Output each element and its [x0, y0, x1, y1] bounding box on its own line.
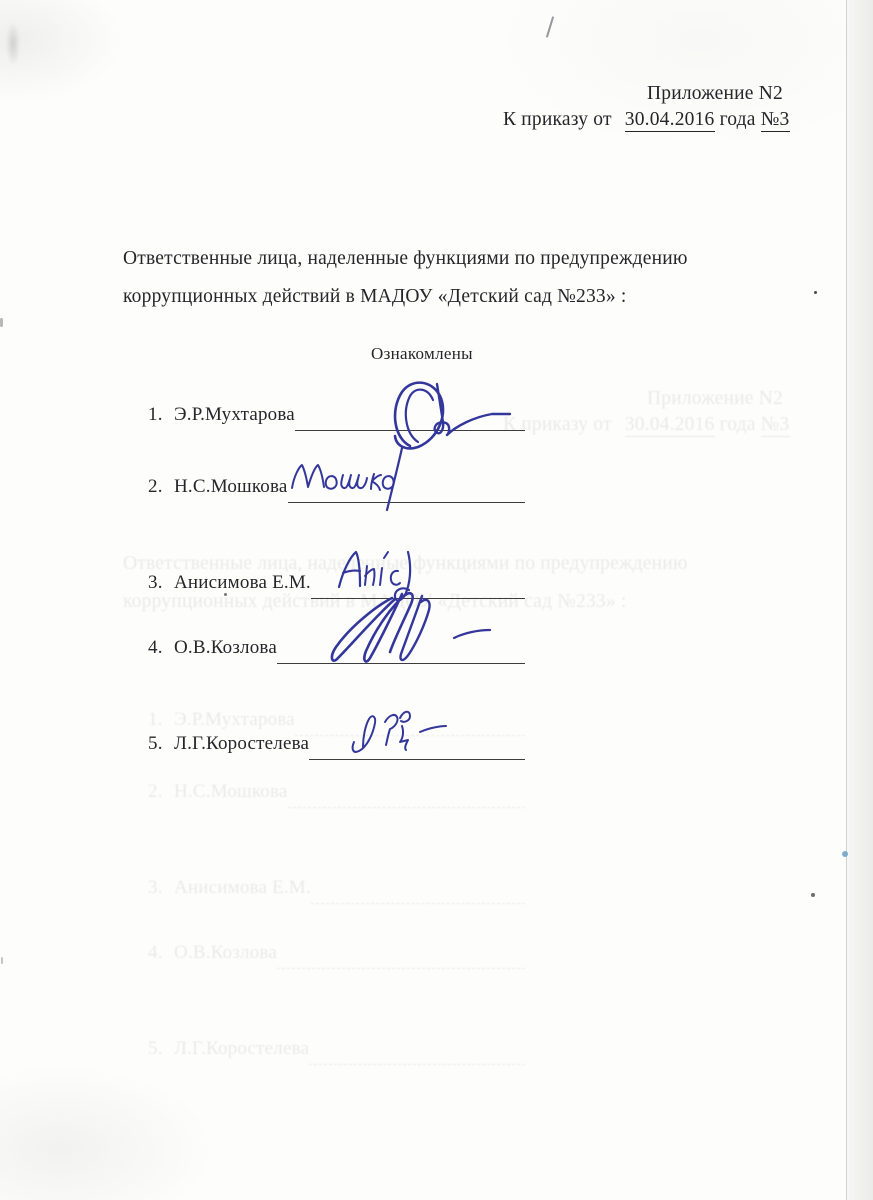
order-date: 30.04.2016: [624, 109, 715, 130]
ghost-signatory-row: 2. Н.С.Мошкова: [148, 781, 525, 808]
corner-smudge: [6, 22, 20, 66]
intro-paragraph-line2: коррупционных действий в МАДОУ «Детский сад №233» :: [123, 286, 627, 307]
acknowledged-heading: Ознакомлены: [371, 344, 473, 363]
ghost-signatory-row: 1. Э.Р.Мухтарова: [148, 709, 525, 736]
ghost-signatory-row: 5. Л.Г.Коростелева: [148, 1038, 525, 1065]
ink-speck: [811, 893, 815, 897]
ghost-paragraph-line1: Ответственные лица, наделенные функциями по предупреждению: [123, 553, 688, 574]
order-prefix: К приказу от: [503, 109, 612, 130]
order-number: №3: [760, 109, 790, 130]
signature-line: [277, 637, 525, 664]
ghost-appendix-title: Приложение N2: [647, 388, 783, 409]
signatory-row-3: [148, 572, 525, 599]
list-number: 1.: [148, 404, 163, 425]
signature-line: [288, 476, 525, 503]
signatory-row-4: [148, 637, 525, 664]
ghost-paragraph-line2: коррупционных действий в МАДОУ «Детский сад №233» :: [123, 591, 627, 612]
signatory-row-1: [148, 404, 525, 431]
signatory-row-2: [148, 476, 525, 503]
list-number: 3.: [148, 572, 163, 593]
signatory-row-5: [148, 733, 525, 760]
signatory-name: Л.Г.Коростелева: [174, 733, 310, 754]
order-middle: года: [719, 109, 756, 130]
signature-line: [309, 733, 525, 760]
ghost-signatory-row: 4. О.В.Козлова: [148, 942, 525, 969]
ghost-signatory-row: 3. Анисимова Е.М.: [148, 877, 525, 904]
stray-pen-mark: [546, 16, 554, 38]
signatory-name: О.В.Козлова: [174, 637, 277, 658]
edge-speck: [0, 318, 3, 327]
list-number: 5.: [148, 733, 163, 754]
list-number: 2.: [148, 476, 163, 497]
ghost-order-line: К приказу от 30.04.2016 года №3: [503, 414, 790, 435]
edge-speck: [1, 957, 3, 964]
scan-edge-strip: [846, 0, 873, 1200]
list-number: 4.: [148, 637, 163, 658]
intro-paragraph-line1: Ответственные лица, наделенные функциями по предупреждению: [123, 248, 688, 269]
signature-line: [311, 572, 525, 599]
signatory-name: Анисимова Е.М.: [174, 572, 311, 593]
ink-speck: [814, 291, 817, 294]
appendix-title: Приложение N2: [647, 83, 783, 104]
signature-line: [295, 404, 525, 431]
ink-speck: [224, 593, 227, 596]
signatory-name: Н.С.Мошкова: [174, 476, 288, 497]
signatory-name: Э.Р.Мухтарова: [174, 404, 295, 425]
order-reference-line: [503, 109, 790, 131]
blue-ink-dot: [842, 851, 848, 857]
